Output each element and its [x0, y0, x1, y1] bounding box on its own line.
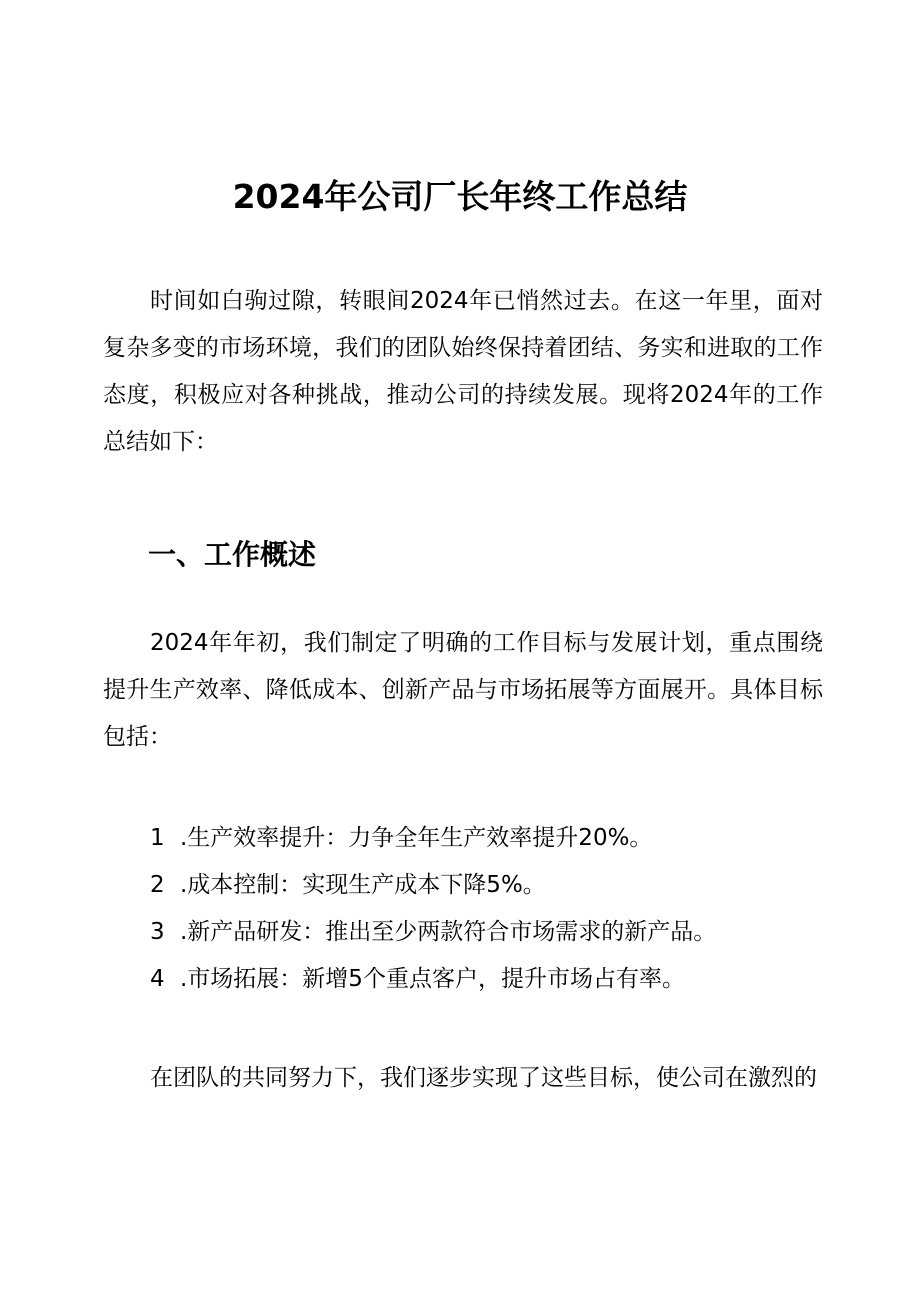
- section-heading-overview: 一、工作概述: [148, 538, 317, 571]
- goal-number: 4: [150, 966, 165, 992]
- goal-list: [150, 815, 830, 1003]
- goal-number: 1: [150, 825, 165, 851]
- goal-number: 2: [150, 872, 165, 898]
- overview-paragraph: 2024年年初，我们制定了明确的工作目标与发展计划，重点围绕提升生产效率、降低成本、创新产品与市场拓展等方面展开。具体目标包括：: [103, 630, 823, 750]
- intro-paragraph: 时间如白驹过隙，转眼间2024年已悄然过去。在这一年里，面对复杂多变的市场环境，我们的团队始终保持着团结、务实和进取的工作态度，积极应对各种挑战，推动公司的持续发展。现将2024年的工作总结如下：: [103, 288, 823, 455]
- goal-text: .生产效率提升：力争全年生产效率提升20%。: [180, 825, 653, 851]
- goal-item: [150, 956, 830, 1003]
- goal-item: [150, 862, 830, 909]
- goal-text: .成本控制：实现生产成本下降5%。: [180, 872, 546, 898]
- goal-item: [150, 909, 830, 956]
- goal-item: [150, 815, 830, 862]
- closing-paragraph: 在团队的共同努力下，我们逐步实现了这些目标，使公司在激烈的: [150, 1065, 817, 1091]
- goal-number: 3: [150, 919, 165, 945]
- goal-text: .新产品研发：推出至少两款符合市场需求的新产品。: [180, 919, 717, 945]
- document-title: 2024年公司厂长年终工作总结: [232, 177, 688, 216]
- goal-text: .市场拓展：新增5个重点客户，提升市场占有率。: [180, 966, 685, 992]
